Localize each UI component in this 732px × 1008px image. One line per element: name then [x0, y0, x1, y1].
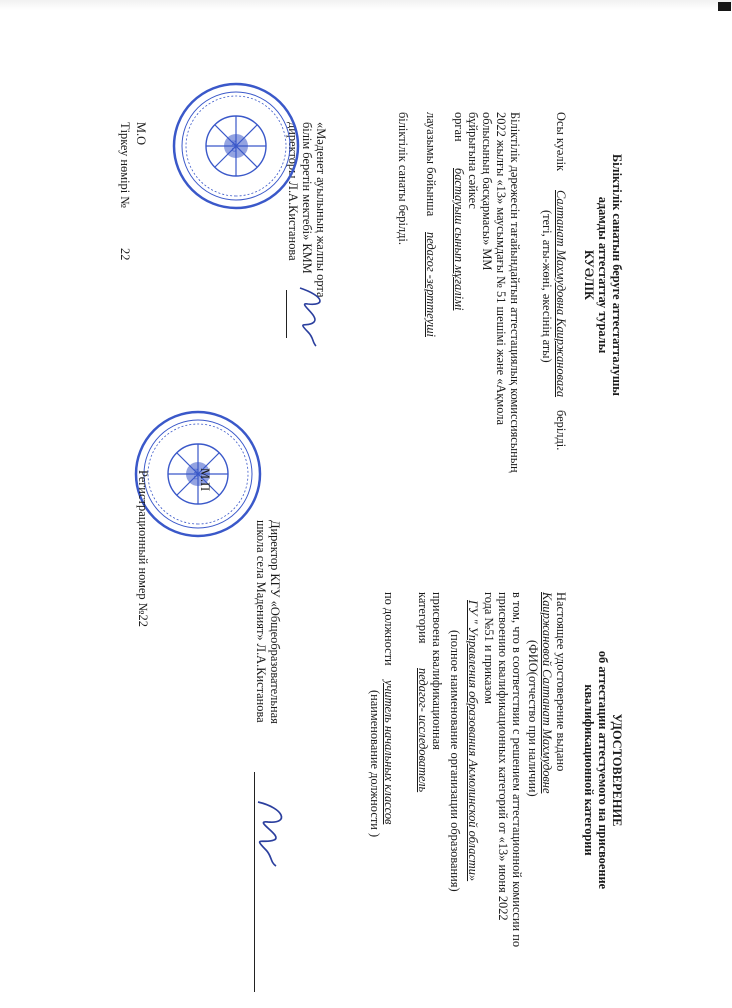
ru-heading: УДОСТОВЕРЕНИЕ [610, 713, 624, 827]
ru-reg-label: Регистрационный номер №22 [136, 470, 150, 627]
ru-org-hint: (полное наименование организации образования) [448, 630, 462, 892]
kz-title-line2: адамды аттестаттау туралы [596, 196, 610, 354]
kz-body-line4: бұйрығына сәйкес [466, 112, 480, 209]
ru-title-line2: квалификационной категории [582, 684, 596, 856]
ru-title-line1: об аттестации аттестуемого на присвоение [596, 650, 610, 890]
kz-category-value: педагог -зерттеуші [424, 232, 438, 337]
kz-signer-line1: «Мәденет ауылының жалпы орта [314, 122, 328, 298]
kz-issued-suffix: берілді. [554, 410, 568, 451]
ru-signer-line1: Директор КГУ «Общеобразовательная [268, 520, 282, 724]
ru-signer-line2: школа села Маденият» Л.А.Кистанова [254, 520, 268, 723]
kz-signer-line3: директоры Л.А.Кистанова [286, 122, 300, 261]
ru-recipient-name: Каиржановой Салтанат Махмудовне [540, 592, 554, 794]
kz-organ-label: орган [452, 112, 466, 142]
kz-mp-label: М.О [134, 122, 148, 146]
kz-seal-emblem [170, 80, 302, 212]
kz-handwritten-signature [290, 282, 330, 352]
kz-body-line3: облысының басқармасы» ММ [480, 112, 494, 271]
ru-body-line1: в том, что в соответствии с решением аттестационной комиссии по [510, 592, 524, 948]
ru-assign-line: присвоена квалификационная [430, 592, 444, 750]
kz-position-label: лауазымы бойынша [424, 112, 438, 217]
ru-handwritten-signature [246, 796, 292, 872]
kz-title-line1: Біліктілік санатын беруге аттестатталушы [610, 154, 624, 396]
kz-signer-line2: білім беретін мектебі» КММ [300, 122, 314, 274]
ru-position-hint: (наименование должности ) [368, 690, 382, 838]
kz-category-text: біліктілік санаты берілді. [396, 112, 410, 245]
ru-body-line2: присвоению квалификационных категорий от «13» июня 2022 [496, 592, 510, 921]
ru-issued: Настоящее удостоверение выдано [554, 592, 568, 772]
ru-mp-label: М.П [198, 468, 212, 492]
kz-reg-label: Тіркеу нөмірі № [118, 122, 132, 209]
ru-category-value: педагог- исследователь [416, 668, 430, 793]
kz-seal-text: М.О [230, 140, 237, 152]
ru-seal-text: М.П [192, 468, 199, 480]
kz-body-line2: 2022 жылғы «13» маусымдағы № 51 шешімі және «Ақмола [494, 112, 508, 425]
ru-name-hint: (ФИО(отчество при наличии) [526, 640, 540, 797]
kz-issued-prefix: Осы куәлік [554, 112, 568, 172]
kz-reg-number: 22 [118, 248, 132, 261]
kz-official-seal [170, 80, 302, 212]
kz-signature-line [286, 290, 287, 338]
kz-body-line1: Біліктілік дәрежесін тағайындайтын аттестациялық комиссиясының [508, 112, 522, 473]
ru-position-value: учитель начальных классов [382, 680, 396, 825]
ru-body-line3: года №51 и приказом [482, 592, 496, 704]
kz-name-hint: (тегі, аты-жөні, әкесінің аты) [540, 210, 554, 363]
ru-assign-category: категория [416, 592, 430, 644]
kz-recipient-name: Салтанат Махмудовна Каиржановаға [554, 190, 568, 398]
ru-position-label: по должности [382, 592, 396, 666]
kz-heading: КУӘЛІК [582, 249, 596, 301]
kz-position-value: бастауыш сынып мұғалімі [452, 168, 466, 311]
ru-org-value: ГУ " Управления образования Акмолинской области» [466, 600, 480, 882]
